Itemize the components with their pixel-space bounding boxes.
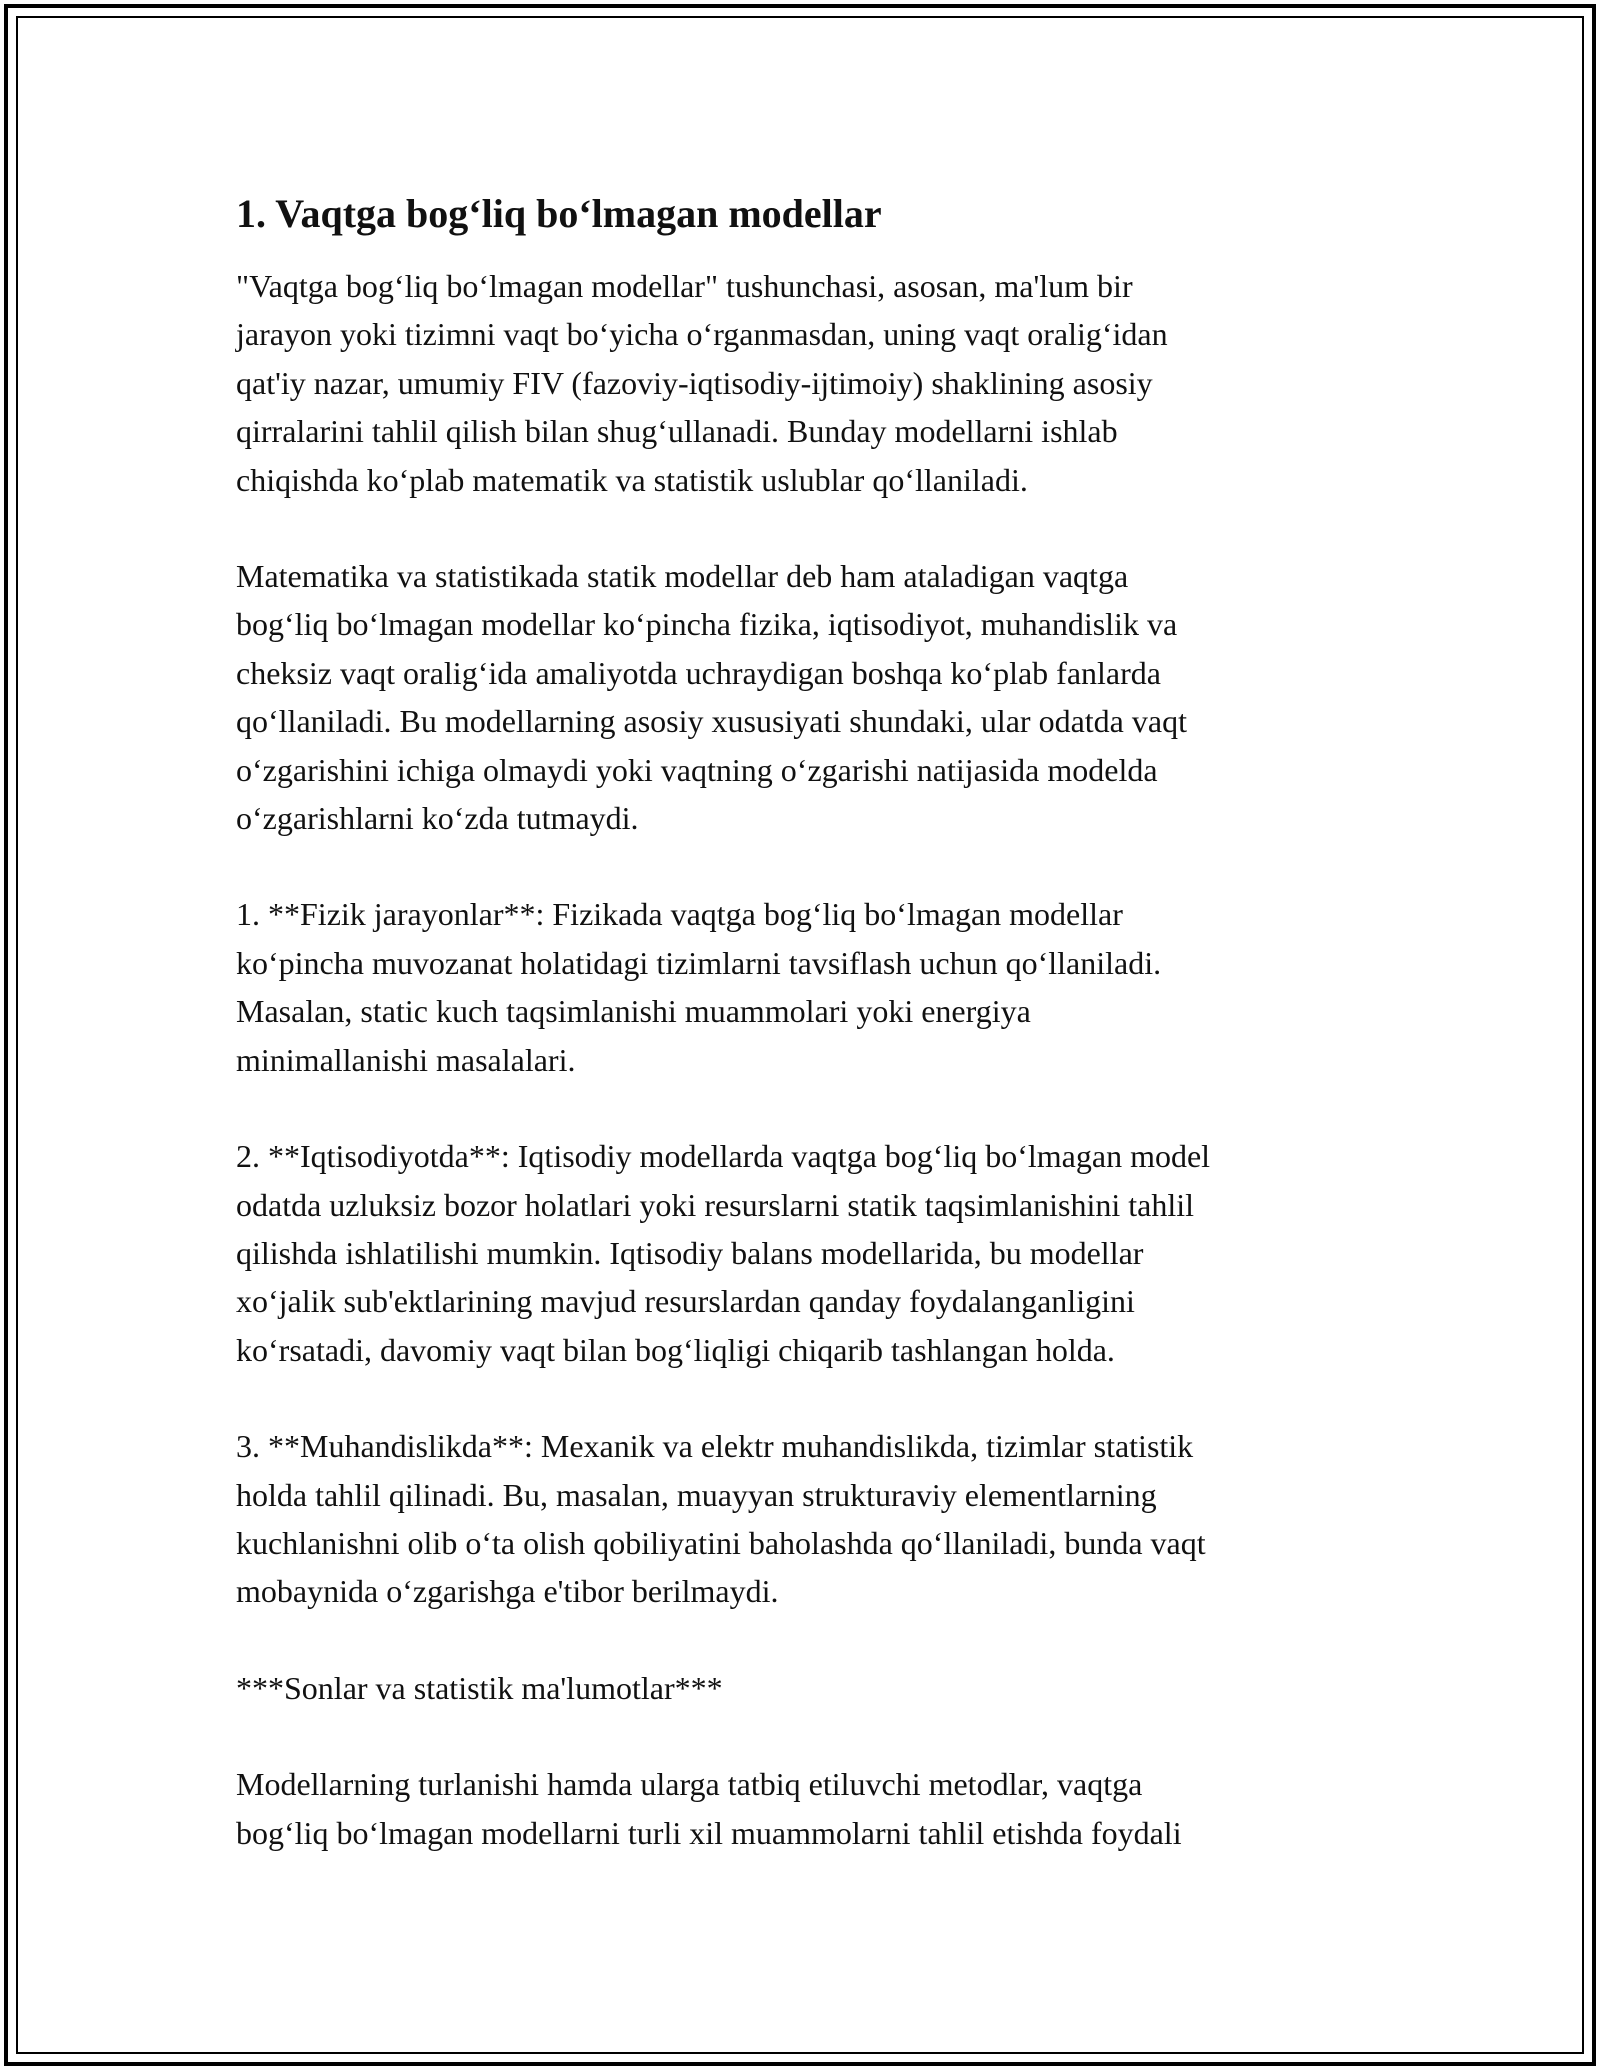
- text-line: minimallanishi masalalari.: [236, 1041, 576, 1078]
- text-line: bog‘liq bo‘lmagan modellarni turli xil muammolarni tahlil etishda foydali: [236, 1814, 1182, 1851]
- paragraph-intro: [236, 262, 1376, 504]
- section-heading: 1. Vaqtga bog‘liq bo‘lmagan modellar: [236, 191, 882, 236]
- paragraph-physics: [236, 890, 1376, 1084]
- text-line: holda tahlil qilinadi. Bu, masalan, muayyan strukturaviy elementlarning: [236, 1476, 1157, 1513]
- text-line: mobaynida o‘zgarishga e'tibor berilmaydi.: [236, 1573, 779, 1610]
- text-line: 1. **Fizik jarayonlar**: Fizikada vaqtga bog‘liq bo‘lmagan modellar: [236, 896, 1123, 933]
- paragraph-engineering: [236, 1422, 1376, 1616]
- text-line: 2. **Iqtisodiyotda**: Iqtisodiy modellarda vaqtga bog‘liq bo‘lmagan model: [236, 1138, 1211, 1175]
- text-line: ko‘pincha muvozanat holatidagi tizimlarni tavsiflash uchun qo‘llaniladi.: [236, 944, 1162, 981]
- text-line: odatda uzluksiz bozor holatlari yoki resurslarni statik taqsimlanishini tahlil: [236, 1186, 1195, 1223]
- text-line: qilishda ishlatilishi mumkin. Iqtisodiy balans modellarida, bu modellar: [236, 1234, 1144, 1271]
- text-line: ko‘rsatadi, davomiy vaqt bilan bog‘liqligi chiqarib tashlangan holda.: [236, 1331, 1115, 1368]
- text-line: jarayon yoki tizimni vaqt bo‘yicha o‘rganmasdan, uning vaqt oralig‘idan: [236, 316, 1168, 353]
- text-line: Modellarning turlanishi hamda ularga tatbiq etiluvchi metodlar, vaqtga: [236, 1766, 1143, 1803]
- text-line: 3. **Muhandislikda**: Mexanik va elektr muhandislikda, tizimlar statistik: [236, 1428, 1194, 1465]
- text-line: chiqishda ko‘plab matematik va statistik uslublar qo‘llaniladi.: [236, 461, 1028, 498]
- text-line: o‘zgarishini ichiga olmaydi yoki vaqtning o‘zgarishi natijasida modelda: [236, 751, 1158, 788]
- paragraph-economics: [236, 1132, 1376, 1374]
- text-line: cheksiz vaqt oralig‘ida amaliyotda uchraydigan boshqa ko‘plab fanlarda: [236, 654, 1161, 691]
- text-line: ***Sonlar va statistik ma'lumotlar***: [236, 1669, 723, 1706]
- text-line: kuchlanishni olib o‘ta olish qobiliyatini baholashda qo‘llaniladi, bunda vaqt: [236, 1524, 1206, 1561]
- text-line: bog‘liq bo‘lmagan modellar ko‘pincha fizika, iqtisodiyot, muhandislik va: [236, 606, 1178, 643]
- text-line: xo‘jalik sub'ektlarining mavjud resurslardan qanday foydalanganligini: [236, 1283, 1135, 1320]
- paragraph-static-models: [236, 552, 1376, 842]
- paragraph-conclusion: [236, 1760, 1376, 1857]
- text-line: o‘zgarishlarni ko‘zda tutmaydi.: [236, 800, 639, 837]
- text-line: Masalan, static kuch taqsimlanishi muammolari yoki energiya: [236, 993, 1031, 1030]
- paragraph-subheading: [236, 1664, 1376, 1712]
- text-line: Matematika va statistikada statik modellar deb ham ataladigan vaqtga: [236, 558, 1129, 595]
- text-line: qat'iy nazar, umumiy FIV (fazoviy-iqtisodiy-ijtimoiy) shaklining asosiy: [236, 364, 1153, 401]
- text-line: qirralarini tahlil qilish bilan shug‘ullanadi. Bunday modellarni ishlab: [236, 413, 1118, 450]
- text-line: qo‘llaniladi. Bu modellarning asosiy xususiyati shundaki, ular odatda vaqt: [236, 703, 1187, 740]
- document-body: [236, 190, 1376, 1905]
- text-line: "Vaqtga bog‘liq bo‘lmagan modellar" tushunchasi, asosan, ma'lum bir: [236, 268, 1133, 304]
